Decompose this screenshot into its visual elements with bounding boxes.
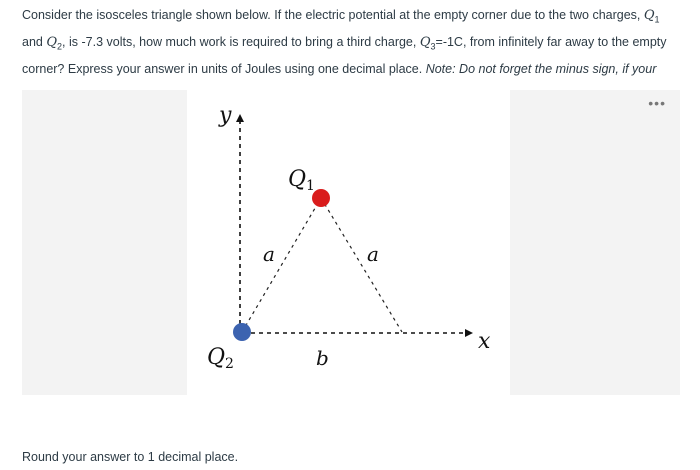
y-axis-label: y <box>219 103 232 128</box>
charge-left-label-letter: Q <box>207 345 226 370</box>
question-part-3: , is -7.3 volts, how much work is required to bring a third charge, <box>62 35 420 49</box>
rounding-instruction: Round your answer to 1 decimal place. <box>22 450 239 464</box>
x-axis-label: x <box>478 329 491 354</box>
question-part-4: =-1C, from infinitely far away to the empty corner? Express your answer in units of Joules using one decimal place. <box>22 35 667 76</box>
triangle-side-right <box>321 198 402 332</box>
more-options-icon[interactable]: ••• <box>648 95 666 111</box>
triangle-figure <box>187 90 510 395</box>
question-part-2: and <box>22 35 47 49</box>
base-label: b <box>316 346 329 370</box>
charge-left-label <box>207 345 234 372</box>
charge-q2-dot <box>233 323 251 341</box>
charge-q3-subscript: 3 <box>430 41 436 52</box>
side-right-label: a <box>367 242 379 266</box>
question-part-1: Consider the isosceles triangle shown below. If the electric potential at the empty corner due to the two charges, <box>22 8 644 22</box>
figure-left-margin <box>22 90 187 395</box>
charge-top-label <box>288 167 315 194</box>
charge-left-label-sub: 2 <box>225 356 234 372</box>
charge-q2-subscript: 2 <box>57 41 63 52</box>
charge-q2-symbol: Q <box>46 35 58 50</box>
charge-top-label-letter: Q <box>288 167 307 192</box>
charge-q1-subscript: 1 <box>654 14 660 25</box>
question-note: Note: Do not forget the minus sign, if your <box>425 62 657 76</box>
charge-q1-symbol: Q <box>643 8 655 23</box>
figure-right-margin <box>510 90 680 395</box>
side-left-label: a <box>263 242 275 266</box>
charge-q3-symbol: Q <box>419 35 431 50</box>
triangle-diagram <box>187 90 510 395</box>
triangle-side-left <box>242 198 321 332</box>
charge-top-label-sub: 1 <box>306 178 315 194</box>
